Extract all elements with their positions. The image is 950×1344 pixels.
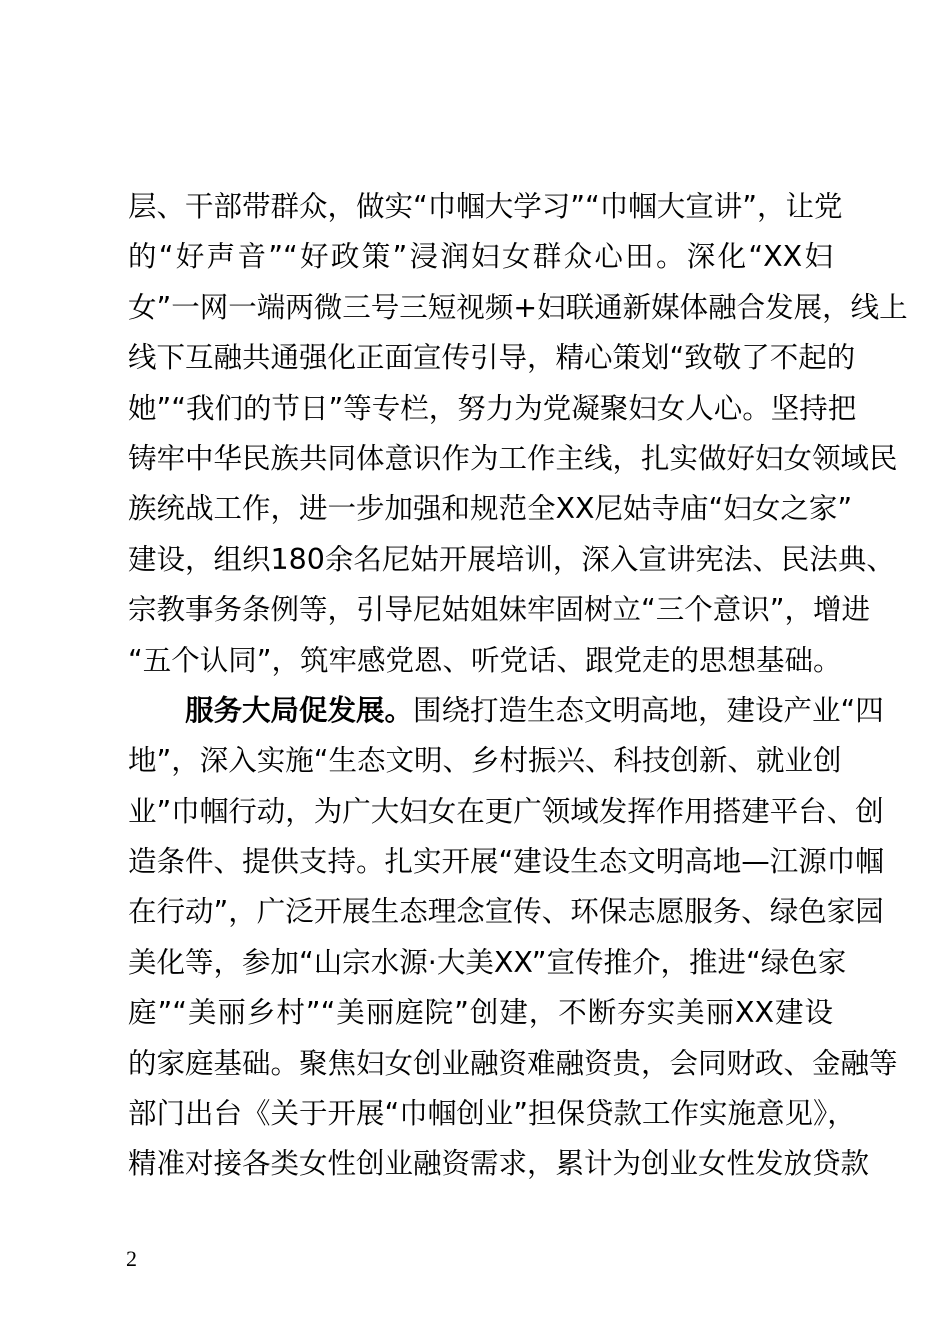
text-line: 精准对接各类女性创业融资需求，累计为创业女性发放贷款 [128, 1147, 870, 1181]
text-line: 宗教事务条例等，引导尼姑姐妹牢固树立“三个意识”，增进 [128, 593, 871, 627]
text-line: 的家庭基础。聚焦妇女创业融资难融资贵，会同财政、金融等 [128, 1046, 898, 1080]
section-heading: 服务大局促发展。 [185, 693, 414, 727]
text-line: 层、干部带群众，做实“巾帼大学习”“巾帼大宣讲”，让党 [128, 190, 843, 223]
text-line: 族统战工作，进一步加强和规范全XX尼姑寺庙“妇女之家” [128, 492, 853, 526]
document-body [128, 182, 908, 1190]
text-line: 建设，组织180余名尼姑开展培训，深入宣讲宪法、民法典、 [128, 542, 895, 576]
text-line: 铸牢中华民族共同体意识作为工作主线，扎实做好妇女领域民 [128, 441, 898, 475]
section-paragraph-first-line [128, 686, 884, 736]
section-first-line-text: 围绕打造生态文明高地，建设产业“四 [413, 693, 884, 727]
text-line: 她”“我们的节日”等专栏，努力为党凝聚妇女人心。坚持把 [128, 391, 857, 425]
text-line: 庭”“美丽乡村”“美丽庭院”创建，不断夯实美丽XX建设 [128, 996, 833, 1030]
text-line: 在行动”，广泛开展生态理念宣传、环保志愿服务、绿色家园 [128, 895, 884, 929]
text-line: 地”，深入实施“生态文明、乡村振兴、科技创新、就业创 [128, 744, 842, 778]
text-line: “五个认同”，筑牢感党恩、听党话、跟党走的思想基础。 [128, 643, 842, 677]
text-line: 女”一网一端两微三号三短视频+妇联通新媒体融合发展，线上 [128, 290, 908, 324]
text-line: 业”巾帼行动，为广大妇女在更广领域发挥作用搭建平台、创 [128, 794, 884, 828]
text-line: 美化等，参加“山宗水源·大美XX”宣传推介，推进“绿色家 [128, 945, 847, 979]
text-line: 的“好声音”“好政策”浸润妇女群众心田。深化“XX妇 [128, 240, 833, 274]
page-number: 2 [126, 1246, 137, 1271]
text-line: 线下互融共通强化正面宣传引导，精心策划“致敬了不起的 [128, 341, 856, 375]
text-line: 部门出台《关于开展“巾帼创业”担保贷款工作实施意见》， [128, 1097, 856, 1131]
text-line: 造条件、提供支持。扎实开展“建设生态文明高地—江源巾帼 [128, 845, 884, 879]
